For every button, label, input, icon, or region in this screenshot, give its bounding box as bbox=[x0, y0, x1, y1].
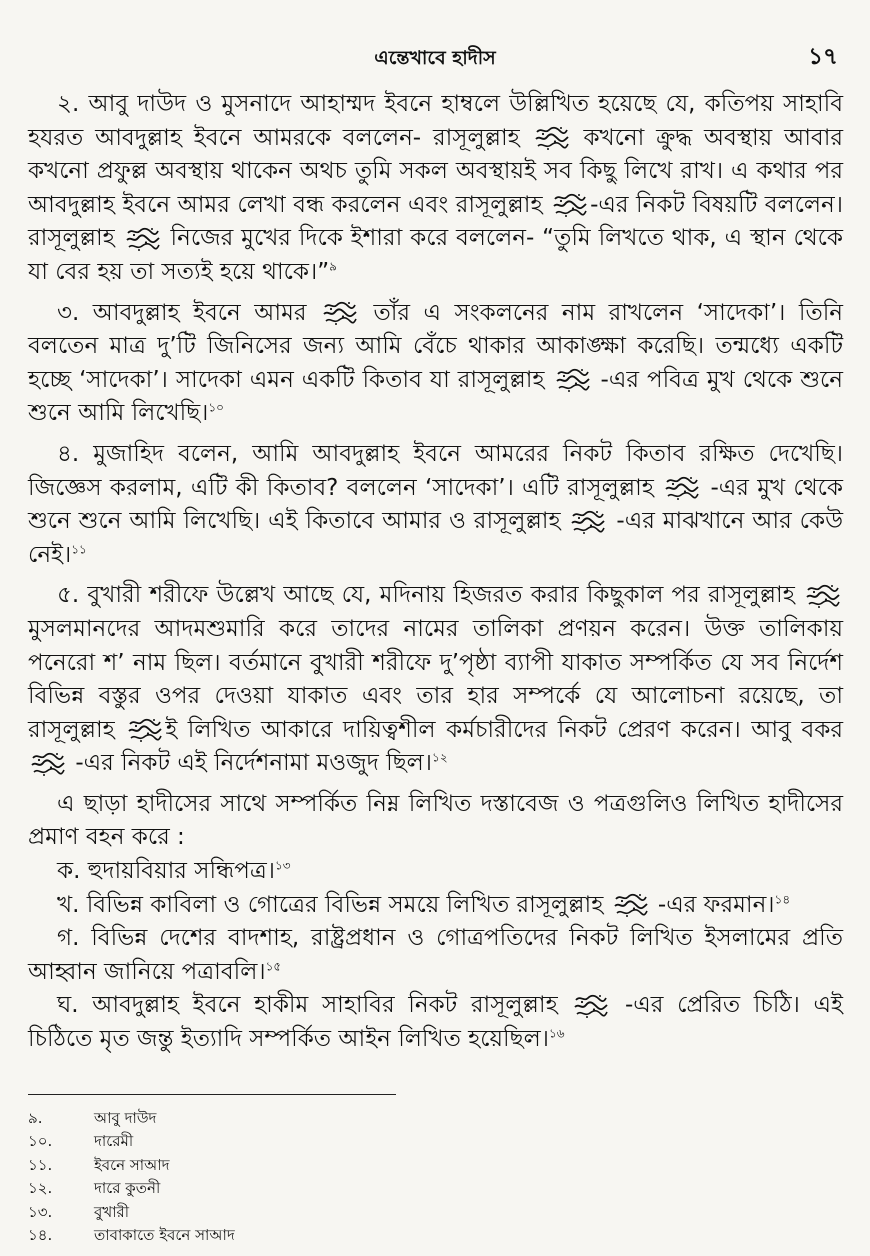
footnote-ref: ১২ bbox=[432, 750, 448, 765]
footnote-item bbox=[28, 1224, 528, 1247]
footnote-ref: ১১ bbox=[71, 542, 87, 557]
text-run: ৫. বুখারী শরীফে উল্লেখ আছে যে, মদিনায় হিজরত করার কিছুকাল পর রাসূলুল্লাহ bbox=[57, 582, 795, 609]
footnote-ref: ১৬ bbox=[548, 1026, 565, 1041]
text-run: তাঁর এ সংকলনের নাম রাখলেন ‘সাদেকা’। তিনি বলতেন মাত্র দু’টি জিনিসের জন্য আমি বেঁচে থাকার আকাঙ্ক্ষা করেছি। তন্মধ্যে একটি হচ্ছে ‘সাদেকা’। সাদেকা এমন একটি কিতাব যা রাসূলুল্লাহ bbox=[28, 299, 844, 393]
footnote-number: ১১. bbox=[28, 1155, 53, 1174]
text-run: খ. বিভিন্ন কাবিলা ও গোত্রের বিভিন্ন সময়ে লিখিত রাসূলুল্লাহ bbox=[57, 891, 604, 918]
radiallahu-calligraphy-icon bbox=[30, 751, 66, 777]
text-run: -এর ফরমান। bbox=[657, 891, 775, 918]
footnotes bbox=[28, 1107, 528, 1247]
salawat-calligraphy-icon bbox=[555, 367, 591, 393]
list-item-gha bbox=[28, 989, 843, 1056]
text-run: -এর নিকট এই নির্দেশনামা মওজুদ ছিল। bbox=[75, 750, 433, 777]
footnote-ref: ১০ bbox=[208, 400, 224, 415]
footnote-text: ইবনে সাআদ bbox=[94, 1155, 170, 1174]
footnote-item bbox=[28, 1177, 528, 1200]
text-run: -এর নিকট বিষয়টি বললেন। রাসূলুল্লাহ bbox=[28, 191, 844, 252]
salawat-calligraphy-icon bbox=[127, 717, 163, 743]
salawat-calligraphy-icon bbox=[805, 583, 841, 609]
text-run: -এর পবিত্র মুখ থেকে শুনে শুনে আমি লিখেছি। bbox=[28, 366, 844, 427]
radiallahu-calligraphy-icon bbox=[322, 300, 358, 326]
salawat-calligraphy-icon bbox=[534, 125, 570, 151]
salawat-calligraphy-icon bbox=[570, 509, 606, 535]
text-run: -এর মাঝখানে আর কেউ নেই। bbox=[28, 508, 844, 568]
footnote-number: ১২. bbox=[28, 1179, 53, 1198]
footnote-text: আবু দাউদ bbox=[94, 1109, 157, 1127]
text-run: মুসলমানদের আদমশুমারি করে তাদের নামের তালিকা প্রণয়ন করেন। উক্ত তালিকায় পনেরো শ’ নাম ছিল। বর্তমানে বুখারী শরীফে দু’পৃষ্ঠা ব্যাপী যাকাত সম্পর্কিত যে সব নির্দেশ বিভিন্ন বস্তুর ওপর দেওয়া যাকাত এবং তার হার সম্পর্কে যে আলোচনা রয়েছে, তা রাসূলুল্লাহ bbox=[28, 615, 843, 743]
footnote-text: বুখারী bbox=[94, 1202, 130, 1221]
footnote-ref: ১৫ bbox=[265, 959, 282, 974]
footnote-number: ১০. bbox=[28, 1132, 53, 1151]
salawat-calligraphy-icon bbox=[125, 226, 161, 252]
text-run: -এর প্রেরিত চিঠি। এই চিঠিতে মৃত জন্তু ইত্যাদি সম্পর্কিত আইন লিখিত হয়েছিল। bbox=[28, 992, 844, 1053]
paragraph-4 bbox=[28, 438, 843, 572]
text-run: গ. বিভিন্ন দেশের বাদশাহ, রাষ্ট্রপ্রধান ও গোত্রপতিদের নিকট লিখিত ইসলামের প্রতি আহ্বান জানিয়ে পত্রাবলি। bbox=[28, 925, 843, 985]
text-run: -এর মুখ থেকে শুনে শুনে আমি লিখেছি। এই কিতাবে আমার ও রাসূলুল্লাহ bbox=[28, 474, 843, 535]
paragraph-documents-intro bbox=[28, 788, 843, 855]
footnote-number: ১৪. bbox=[28, 1225, 53, 1244]
footnote-ref: ১৪ bbox=[774, 892, 791, 906]
salawat-calligraphy-icon bbox=[573, 993, 609, 1019]
footnote-number: ৯. bbox=[28, 1109, 43, 1127]
text-run: ক. হুদায়বিয়ার সন্ধিপত্র। bbox=[57, 858, 275, 885]
footnote-text: তাবাকাতে ইবনে সাআদ bbox=[94, 1225, 235, 1244]
running-title: এন্তেখাবে হাদীস bbox=[374, 47, 496, 69]
footnote-ref: ১৩ bbox=[275, 858, 291, 873]
footnote-item bbox=[28, 1130, 528, 1153]
paragraph-3 bbox=[28, 297, 843, 431]
salawat-calligraphy-icon bbox=[552, 192, 588, 218]
salawat-calligraphy-icon bbox=[613, 892, 649, 918]
footnote-divider bbox=[28, 1094, 396, 1095]
salawat-calligraphy-icon bbox=[664, 475, 700, 501]
text-run: ৩. আবদুল্লাহ ইবনে আমর bbox=[57, 299, 307, 326]
paragraph-5 bbox=[28, 579, 843, 781]
text-run: কখনো ক্রুদ্ধ অবস্থায় আবার কখনো প্রফুল্ল অবস্থায় থাকেন অথচ তুমি সকল অবস্থায়ই সব কিছু লিখে রাখ। এ কথার পর আবদুল্লাহ ইবনে আমর লেখা বন্ধ করলেন এবং রাসূলুল্লাহ bbox=[28, 124, 844, 218]
body-text bbox=[28, 88, 843, 1057]
footnote-item bbox=[28, 1107, 528, 1130]
text-run: ৪. মুজাহিদ বলেন, আমি আবদুল্লাহ ইবনে আমরের নিকট কিতাব রক্ষিত দেখেছি। জিজ্ঞেস করলাম, এটি কী কিতাব? বললেন ‘সাদেকা’। এটি রাসূলুল্লাহ bbox=[28, 440, 843, 501]
list-item-ka bbox=[28, 855, 843, 889]
running-header bbox=[0, 38, 870, 78]
footnote-number: ১৩. bbox=[28, 1202, 53, 1221]
paragraph-2 bbox=[28, 88, 843, 290]
text-run: নিজের মুখের দিকে ইশারা করে বললেন- “তুমি লিখতে থাক, এ স্থান থেকে যা বের হয় তা সত্যই হয়ে থাকে।” bbox=[28, 225, 843, 285]
footnote-item bbox=[28, 1201, 528, 1224]
text-run: ঘ. আবদুল্লাহ ইবনে হাকীম সাহাবির নিকট রাসূলুল্লাহ bbox=[57, 992, 558, 1019]
footnote-text: দারে কুতনী bbox=[94, 1179, 161, 1198]
page-number: ১৭ bbox=[808, 44, 838, 70]
footnote-ref: ৯ bbox=[329, 259, 337, 274]
list-item-kha bbox=[28, 889, 843, 923]
text-run: ২. আবু দাউদ ও মুসনাদে আহাম্মদ ইবনে হাম্বলে উল্লিখিত হয়েছে যে, কতিপয় সাহাবি হযরত আবদুল্লাহ ইবনে আমরকে বললেন- রাসূলুল্লাহ bbox=[28, 91, 843, 151]
text-run: ই লিখিত আকারে দায়িত্বশীল কর্মচারীদের নিকট প্রেরণ করেন। আবু বকর bbox=[165, 716, 843, 743]
footnote-text: দারেমী bbox=[94, 1132, 134, 1151]
footnote-item bbox=[28, 1154, 528, 1177]
list-item-ga bbox=[28, 922, 843, 989]
text-run: এ ছাড়া হাদীসের সাথে সম্পর্কিত নিম্ন লিখিত দস্তাবেজ ও পত্রগুলিও লিখিত হাদীসের প্রমাণ বহন করে : bbox=[28, 790, 843, 851]
